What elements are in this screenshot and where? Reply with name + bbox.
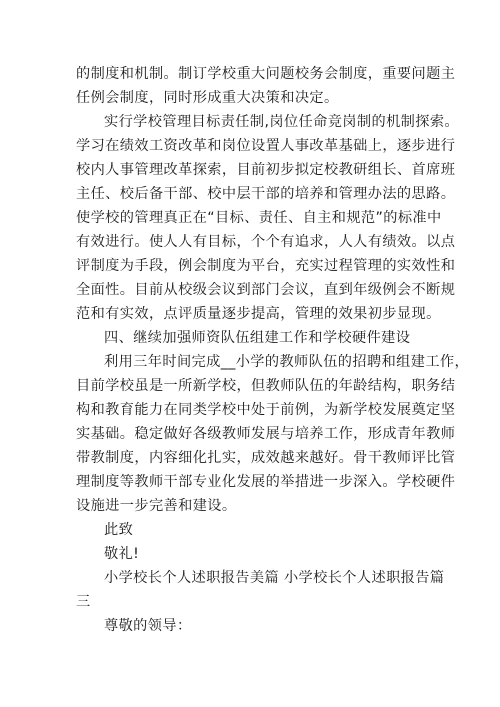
salutation-line: 敬礼! — [104, 546, 140, 562]
title-line: 三 — [76, 594, 91, 610]
text-line: 全面性。目前从校级会议到部门会议，直到年级例会不断规 — [76, 282, 456, 298]
text-line: 有效进行。使人人有目标，个个有追求，人人有绩效。以点 — [76, 234, 456, 250]
text-line: 构和教育能力在同类学校中处于前例，为新学校发展奠定坚 — [76, 402, 456, 418]
title-line: 小学校长个人述职报告美篇 小学校长个人述职报告篇 — [104, 570, 445, 586]
greeting-line: 尊敬的领导： — [104, 618, 192, 634]
text-line: 任例会制度，同时形成重大决策和决定。 — [76, 90, 339, 106]
text-line: 学习在绩效工资改革和岗位设置人事改革基础上，逐步进行 — [76, 138, 456, 154]
text-line: 范和有实效，点评质量逐步提高，管理的效果初步显现。 — [76, 306, 441, 322]
text-line: 主任、校后备干部、校中层干部的培养和管理办法的思路。 — [76, 186, 456, 202]
text-line: 带教制度，内容细化扎实，成效越来越好。骨干教师评比管 — [76, 450, 456, 466]
text-line: 使学校的管理真正在“目标、责任、自主和规范”的标准中 — [76, 210, 442, 226]
closing-line: 此致 — [104, 522, 134, 538]
text-line: 设施进一步完善和建设。 — [76, 498, 237, 514]
text-line: 实行学校管理目标责任制,岗位任命竞岗制的机制探索。 — [104, 114, 460, 130]
text-line: 目前学校虽是一所新学校，但教师队伍的年龄结构，职务结 — [76, 378, 456, 394]
text-line: 利用三年时间完成__小学的教师队伍的招聘和组建工作， — [104, 354, 470, 370]
text-line: 的制度和机制。制订学校重大问题校务会制度，重要问题主 — [76, 66, 456, 82]
text-line: 校内人事管理改革探索，目前初步拟定校教研组长、首席班 — [76, 162, 456, 178]
text-line: 评制度为手段，例会制度为平台，充实过程管理的实效性和 — [76, 258, 456, 274]
text-line: 理制度等教师干部专业化发展的举措进一步深入。学校硬件 — [76, 474, 456, 490]
section-heading: 四、继续加强师资队伍组建工作和学校硬件建设 — [104, 330, 411, 346]
text-line: 实基础。稳定做好各级教师发展与培养工作，形成青年教师 — [76, 426, 456, 442]
